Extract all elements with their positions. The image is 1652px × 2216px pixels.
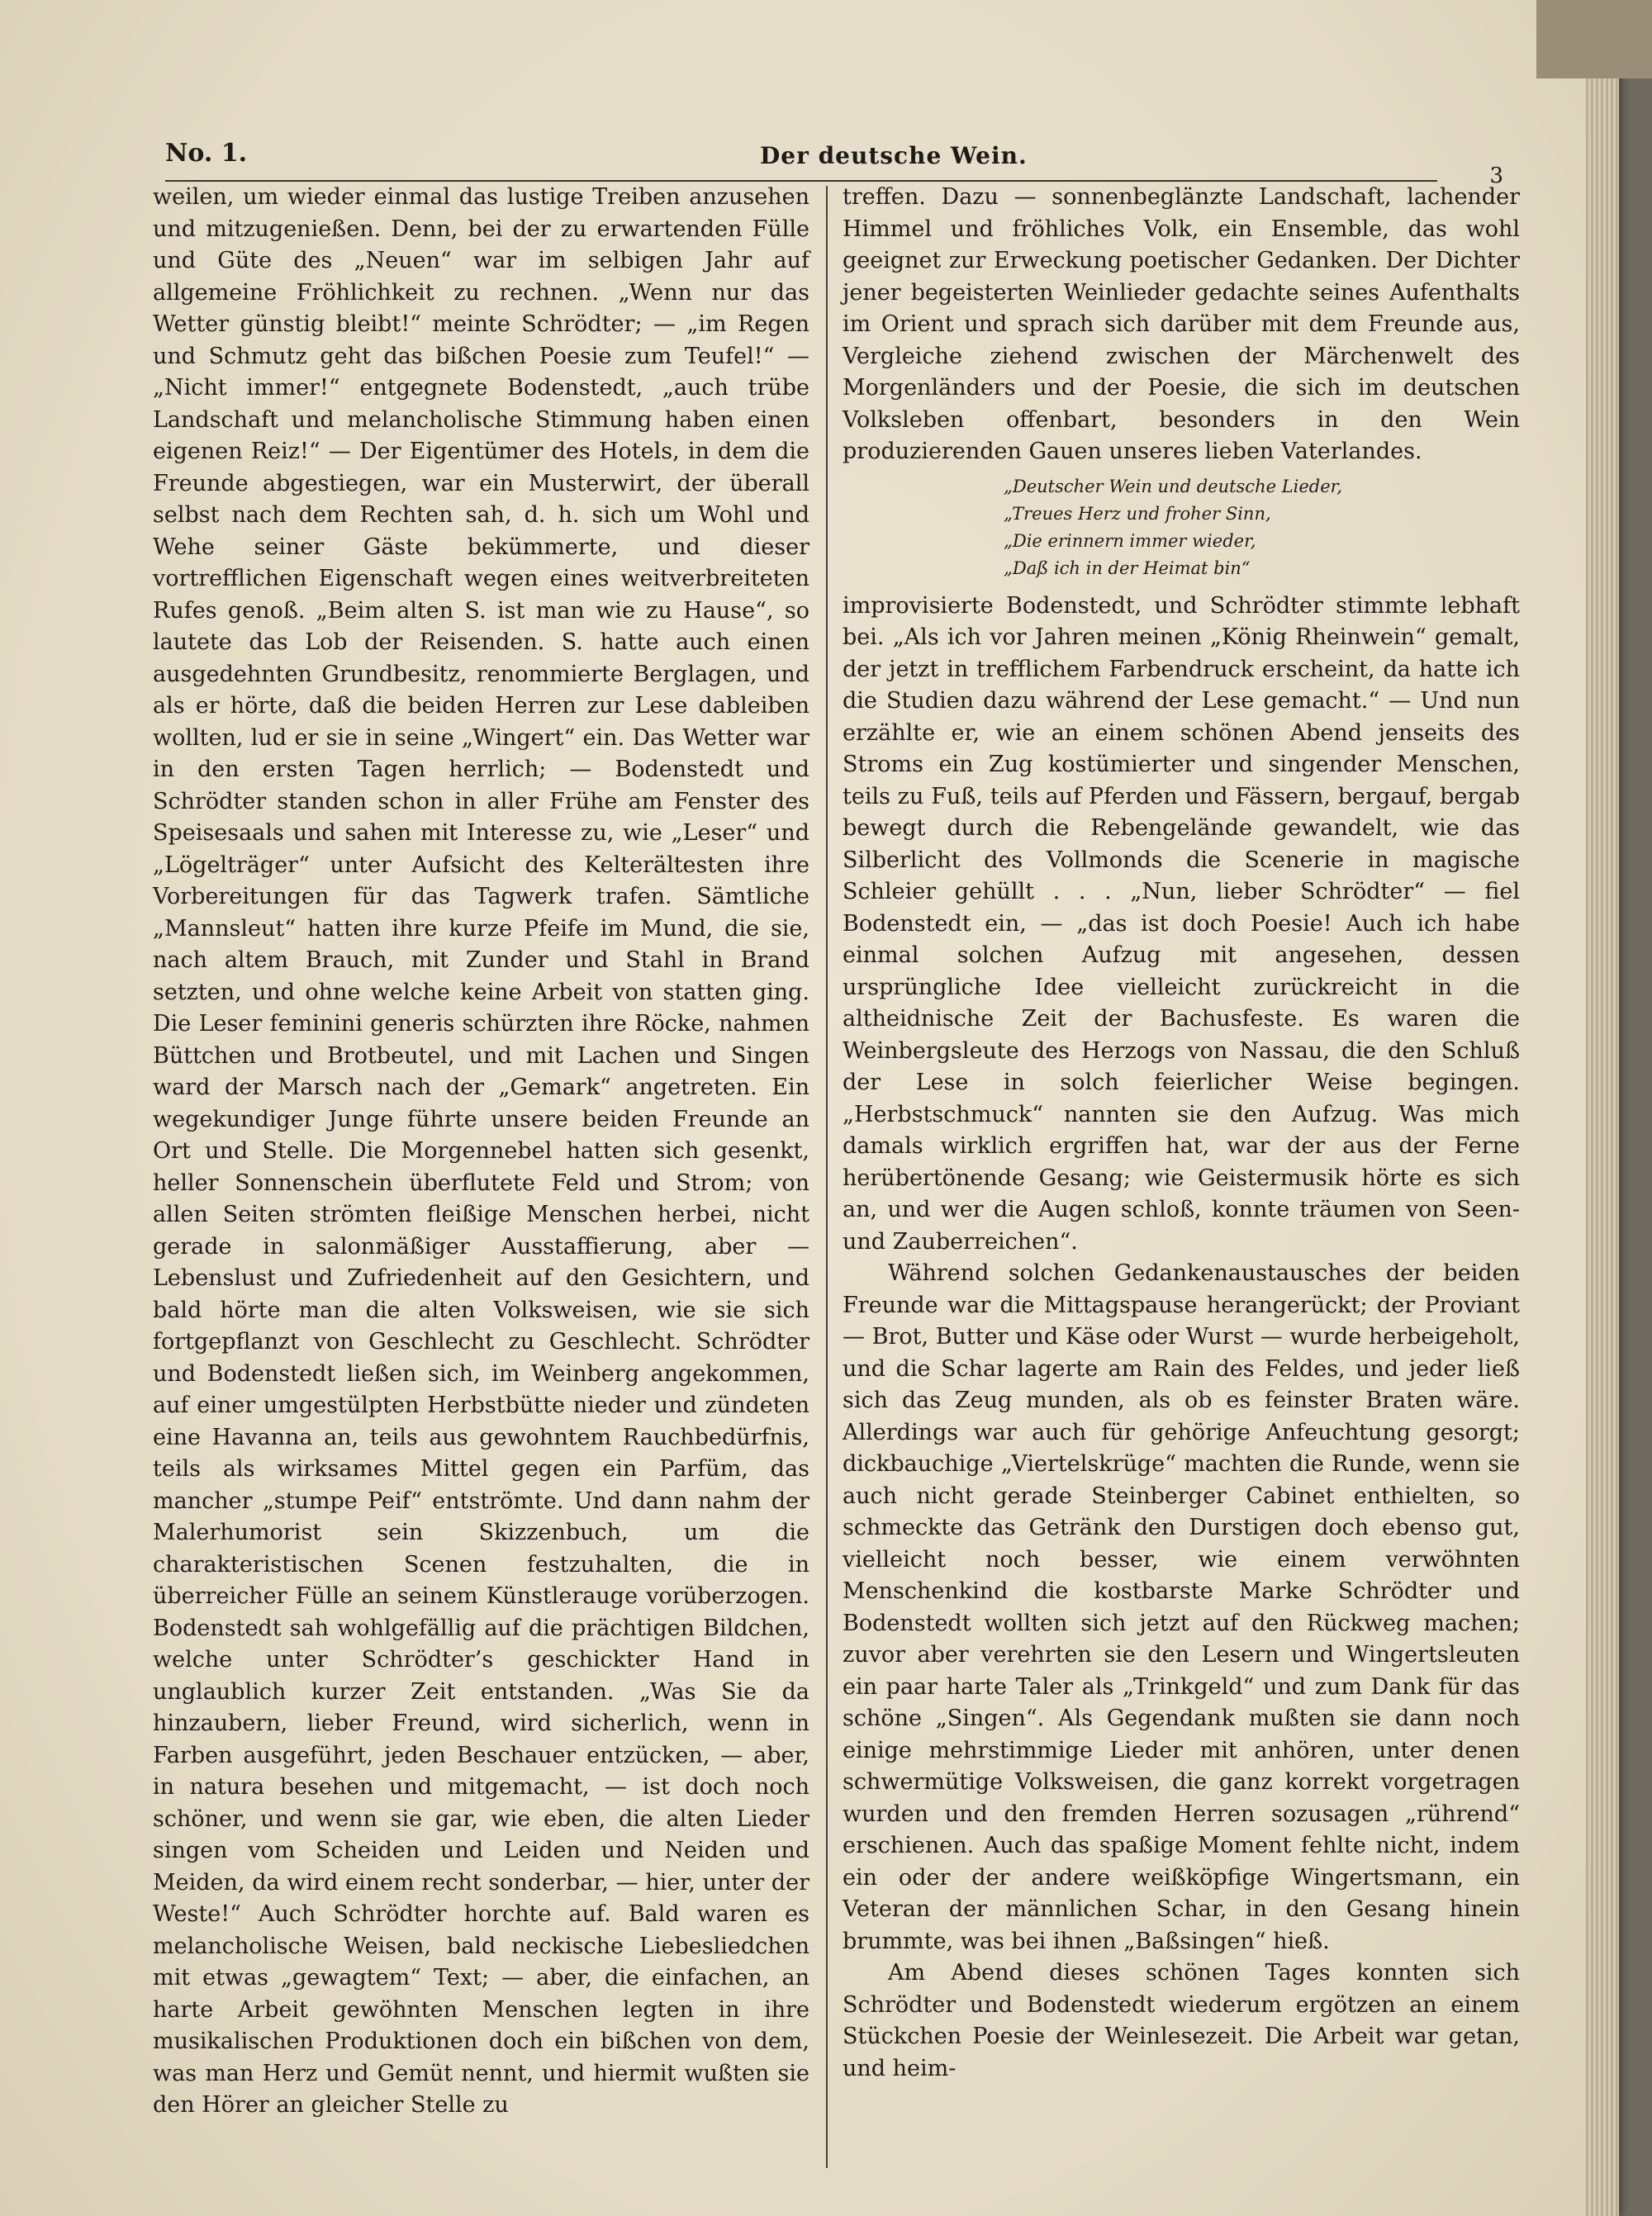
poem-line: „Daß ich in der Heimat bin“ [1004,558,1251,578]
poem-block [1004,473,1520,582]
right-paragraph-1: treffen. Dazu — sonnenbeglänzte Landschaft, lachender Himmel und fröhliches Volk, ein Ensemble, das wohl geeignet zur Erweckung poetischer Gedanken. Der Dichter jener begeisterten Weinlieder gedachte seines Aufenthalts im Orient und sprach sich darüber mit dem Freunde aus, Vergleiche ziehend zwischen der Märchenwelt des Morgenländers und der Poesie, die sich im deutschen Volksleben offenbart, besonders in den Wein produzierenden Gauen unseres lieben Vaterlandes. [843,184,1520,464]
running-title: Der deutsche Wein. [760,142,1028,169]
right-paragraph-3: Während solchen Gedankenaustausches der beiden Freunde war die Mittagspause herangerückt; der Proviant — Brot, Butter und Käse oder Wurst — wurde herbeigeholt, und die Schar lagerte am Rain des Feldes, und jeder ließ sich das Zeug munden, als ob es feinster Braten wäre. Allerdings war auch für gehörige Anfeuchtung gesorgt; dickbauchige „Viertelskrüge“ machten die Runde, wenn sie auch nicht gerade Steinberger Cabinet enthielten, so schmeckte das Getränk den Durstigen doch ebenso gut, vielleicht noch besser, wie einem verwöhnten Menschenkind die kostbarste Marke Schrödter und Bodenstedt wollten sich jetzt auf den Rückweg machen; zuvor aber verehrten sie den Lesern und Wingertsleuten ein paar harte Taler als „Trinkgeld“ und zum Dank für das schöne „Singen“. Als Gegendank mußten sie dann noch einige mehrstimmige Lieder mit anhören, unter denen schwermütige Volksweisen, die ganz korrekt vorgetragen wurden und den fremden Herren sozusagen „rührend“ erschienen. Auch das spaßige Moment fehlte nicht, indem ein oder der andere weißköpfige Wingertsmann, ein Veteran der männlichen Schar, in den Gesang hinein brummte, was bei ihnen „Baßsingen“ hieß. [843,1260,1520,1954]
right-column [843,182,1520,2085]
column-divider [826,186,828,2168]
page-corner-shadow [1536,0,1652,78]
right-paragraph-4: Am Abend dieses schönen Tages konnten sich Schrödter und Bodenstedt wiederum ergötzen an einem Stückchen Poesie der Weinlesezeit. Die Arbeit war getan, und heim- [843,1960,1520,2081]
page-header [165,139,1503,188]
page-edge-stack [1586,0,1619,2216]
left-paragraph-1: weilen, um wieder einmal das lustige Treiben anzusehen und mitzugenießen. Denn, bei der zu erwartenden Fülle und Güte des „Neuen“ war im selbigen Jahr auf allgemeine Fröhlichkeit zu rechnen. „Wenn nur das Wetter günstig bleibt!“ meinte Schrödter; — „im Regen und Schmutz geht das bißchen Poesie zum Teufel!“ — „Nicht immer!“ entgegnete Bodenstedt, „auch trübe Landschaft und melancholische Stimmung haben einen eigenen Reiz!“ — Der Eigentümer des Hotels, in dem die Freunde abgestiegen, war ein Musterwirt, der überall selbst nach dem Rechten sah, d. h. sich um Wohl und Wehe seiner Gäste bekümmerte, und dieser vortrefflichen Eigenschaft wegen eines weitverbreiteten Rufes genoß. „Beim alten S. ist man wie zu Hause“, so lautete das Lob der Reisenden. S. hatte auch einen ausgedehnten Grundbesitz, renommierte Berglagen, und als er hörte, daß die beiden Herren zur Lese dableiben wollten, lud er sie in seine „Wingert“ ein. Das Wetter war in den ersten Tagen herrlich; — Bodenstedt und Schrödter standen schon in aller Frühe am Fenster des Speisesaals und sahen mit Interesse zu, wie „Leser“ und „Lögelträger“ unter Aufsicht des Kelterältesten ihre Vorbereitungen für das Tagwerk trafen. Sämtliche „Mannsleut“ hatten ihre kurze Pfeife im Mund, die sie, nach altem Brauch, mit Zunder und Stahl in Brand setzten, und ohne welche keine Arbeit von statten ging. Die Leser feminini generis schürzten ihre Röcke, nahmen Büttchen und Brotbeutel, und mit Lachen und Singen ward der Marsch nach der „Gemark“ angetreten. Ein wegekundiger Junge führte unsere beiden Freunde an Ort und Stelle. Die Morgennebel hatten sich gesenkt, heller Sonnenschein überflutete Feld und Strom; von allen Seiten strömten fleißige Menschen herbei, nicht gerade in salonmäßiger Ausstaffierung, aber — Lebenslust und Zufriedenheit auf den Gesichtern, und bald hörte man die alten Volksweisen, wie sie sich fortgepflanzt von Geschlecht zu Geschlecht. Schrödter und Bodenstedt ließen sich, im Weinberg angekommen, auf einer umgestülpten Herbstbütte nieder und zündeten eine Havanna an, teils aus gewohntem Rauchbedürfnis, teils als wirksames Mittel gegen ein Parfüm, das mancher „stumpe Peif“ entströmte. Und dann nahm der Malerhumorist sein Skizzenbuch, um die charakteristischen Scenen festzuhalten, die in überreicher Fülle an seinem Künstlerauge vorüberzogen. Bodenstedt sah wohlgefällig auf die prächtigen Bildchen, welche unter Schrödter’s geschickter Hand in unglaublich kurzer Zeit entstanden. „Was Sie da hinzaubern, lieber Freund, wird sicherlich, wenn in Farben ausgeführt, jeden Beschauer entzücken, — aber, in natura besehen und mitgemacht, — ist doch noch schöner, und wenn sie gar, wie eben, die alten Lieder singen vom Scheiden und Leiden und Neiden und Meiden, da wird einem recht sonderbar, — hier, unter der Weste!“ Auch Schrödter horchte auf. Bald waren es melancholische Weisen, bald neckische Liebesliedchen mit etwas „gewagtem“ Text; — aber, die einfachen, an harte Arbeit gewöhnten Menschen legten in ihre musikalischen Produktionen doch ein bißchen von dem, was man Herz und Gemüt nennt, und hiermit wußten sie den Hörer an gleicher Stelle zu [153,184,809,2118]
poem-line: „Die erinnern immer wieder, [1004,530,1256,551]
issue-number: No. 1. [165,139,248,168]
left-column [153,182,809,2122]
right-paragraph-2: improvisierte Bodenstedt, und Schrödter stimmte lebhaft bei. „Als ich vor Jahren meinen „König Rheinwein“ gemalt, der jetzt in trefflichem Farbendruck erscheint, da hatte ich die Studien dazu während der Lese gemacht.“ — Und nun erzählte er, wie an einem schönen Abend jenseits des Stroms ein Zug kostümierter und singender Menschen, teils zu Fuß, teils auf Pferden und Fässern, bergauf, bergab bewegt durch die Rebengelände gewandelt, wie das Silberlicht des Vollmonds die Scenerie in magische Schleier gehüllt . . . „Nun, lieber Schrödter“ — fiel Bodenstedt ein, — „das ist doch Poesie! Auch ich habe einmal solchen Aufzug mit angesehen, dessen ursprüngliche Idee vielleicht zurückreicht in die altheidnische Zeit der Bachusfeste. Es waren die Weinbergsleute des Herzogs von Nassau, die den Schluß der Lese in solch feierlicher Weise begingen. „Herbstschmuck“ nannten sie den Aufzug. Was mich damals wirklich ergriffen hat, war der aus der Ferne herübertönende Gesang; wie Geistermusik hörte es sich an, und wer die Augen schloß, konnte träumen von Seen- und Zauberreichen“. [843,592,1520,1255]
poem-line: „Treues Herz und froher Sinn, [1004,503,1271,524]
page-number: 3 [1489,164,1503,188]
poem-line: „Deutscher Wein und deutsche Lieder, [1004,476,1343,496]
